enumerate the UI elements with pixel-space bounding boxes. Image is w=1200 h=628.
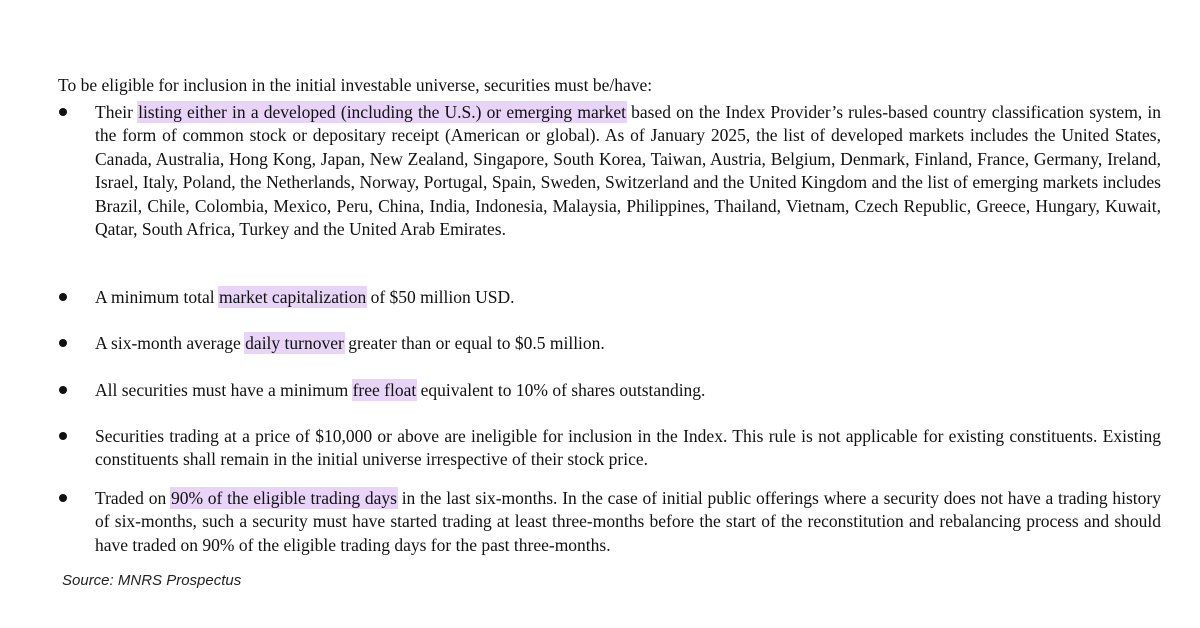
highlighted-term: daily turnover <box>245 333 344 353</box>
bullet-icon <box>59 108 67 116</box>
list-item-text: A six-month average daily turnover greater than or equal to $0.5 million. <box>95 333 605 353</box>
bullet-icon <box>59 432 67 440</box>
highlighted-term: listing either in a developed (including the U.S.) or emerging market <box>138 102 626 122</box>
intro-paragraph: To be eligible for inclusion in the initial investable universe, securities must be/have: <box>58 74 653 95</box>
highlighted-term: 90% of the eligible trading days <box>170 488 397 508</box>
list-item-text: Securities trading at a price of $10,000 or above are ineligible for inclusion in the Index. This rule is not applicable for existing constituents. Existing constituents shall remain in the initial universe irrespective of their stock price. <box>95 426 1161 470</box>
source-caption: Source: MNRS Prospectus <box>62 572 242 589</box>
list-item <box>58 101 1163 241</box>
list-item <box>58 286 1163 309</box>
bullet-icon <box>59 339 67 347</box>
list-item <box>58 332 1163 355</box>
bullet-icon <box>59 386 67 394</box>
list-item-text: All securities must have a minimum free float equivalent to 10% of shares outstanding. <box>95 380 706 400</box>
bullet-icon <box>59 293 67 301</box>
list-item-text: Traded on 90% of the eligible trading days in the last six-months. In the case of initial public offerings where a security does not have a trading history of six-months, such a security must have started trading at least three-months before the start of the reconstitution and rebalancing process and should have traded on 90% of the eligible trading days for the past three-months. <box>95 488 1161 555</box>
list-item <box>58 379 1163 402</box>
highlighted-term: free float <box>352 380 417 400</box>
list-item <box>58 487 1163 557</box>
list-item <box>58 425 1163 472</box>
list-item-text: A minimum total market capitalization of $50 million USD. <box>95 287 515 307</box>
list-item-text: Their listing either in a developed (including the U.S.) or emerging market based on the Index Provider’s rules-based country classification system, in the form of common stock or depositary receipt (American or global). As of January 2025, the list of developed markets includes the United States, Canada, Australia, Hong Kong, Japan, New Zealand, Singapore, South Korea, Taiwan, Austria, Belgium, Denmark, Finland, France, Germany, Ireland, Israel, Italy, Poland, the Netherlands, Norway, Portugal, Spain, Sweden, Switzerland and the United Kingdom and the list of emerging markets includes Brazil, Chile, Colombia, Mexico, Peru, China, India, Indonesia, Malaysia, Philippines, Thailand, Vietnam, Czech Republic, Greece, Hungary, Kuwait, Qatar, South Africa, Turkey and the United Arab Emirates. <box>95 102 1161 240</box>
bullet-icon <box>59 494 67 502</box>
highlighted-term: market capitalization <box>218 287 367 307</box>
